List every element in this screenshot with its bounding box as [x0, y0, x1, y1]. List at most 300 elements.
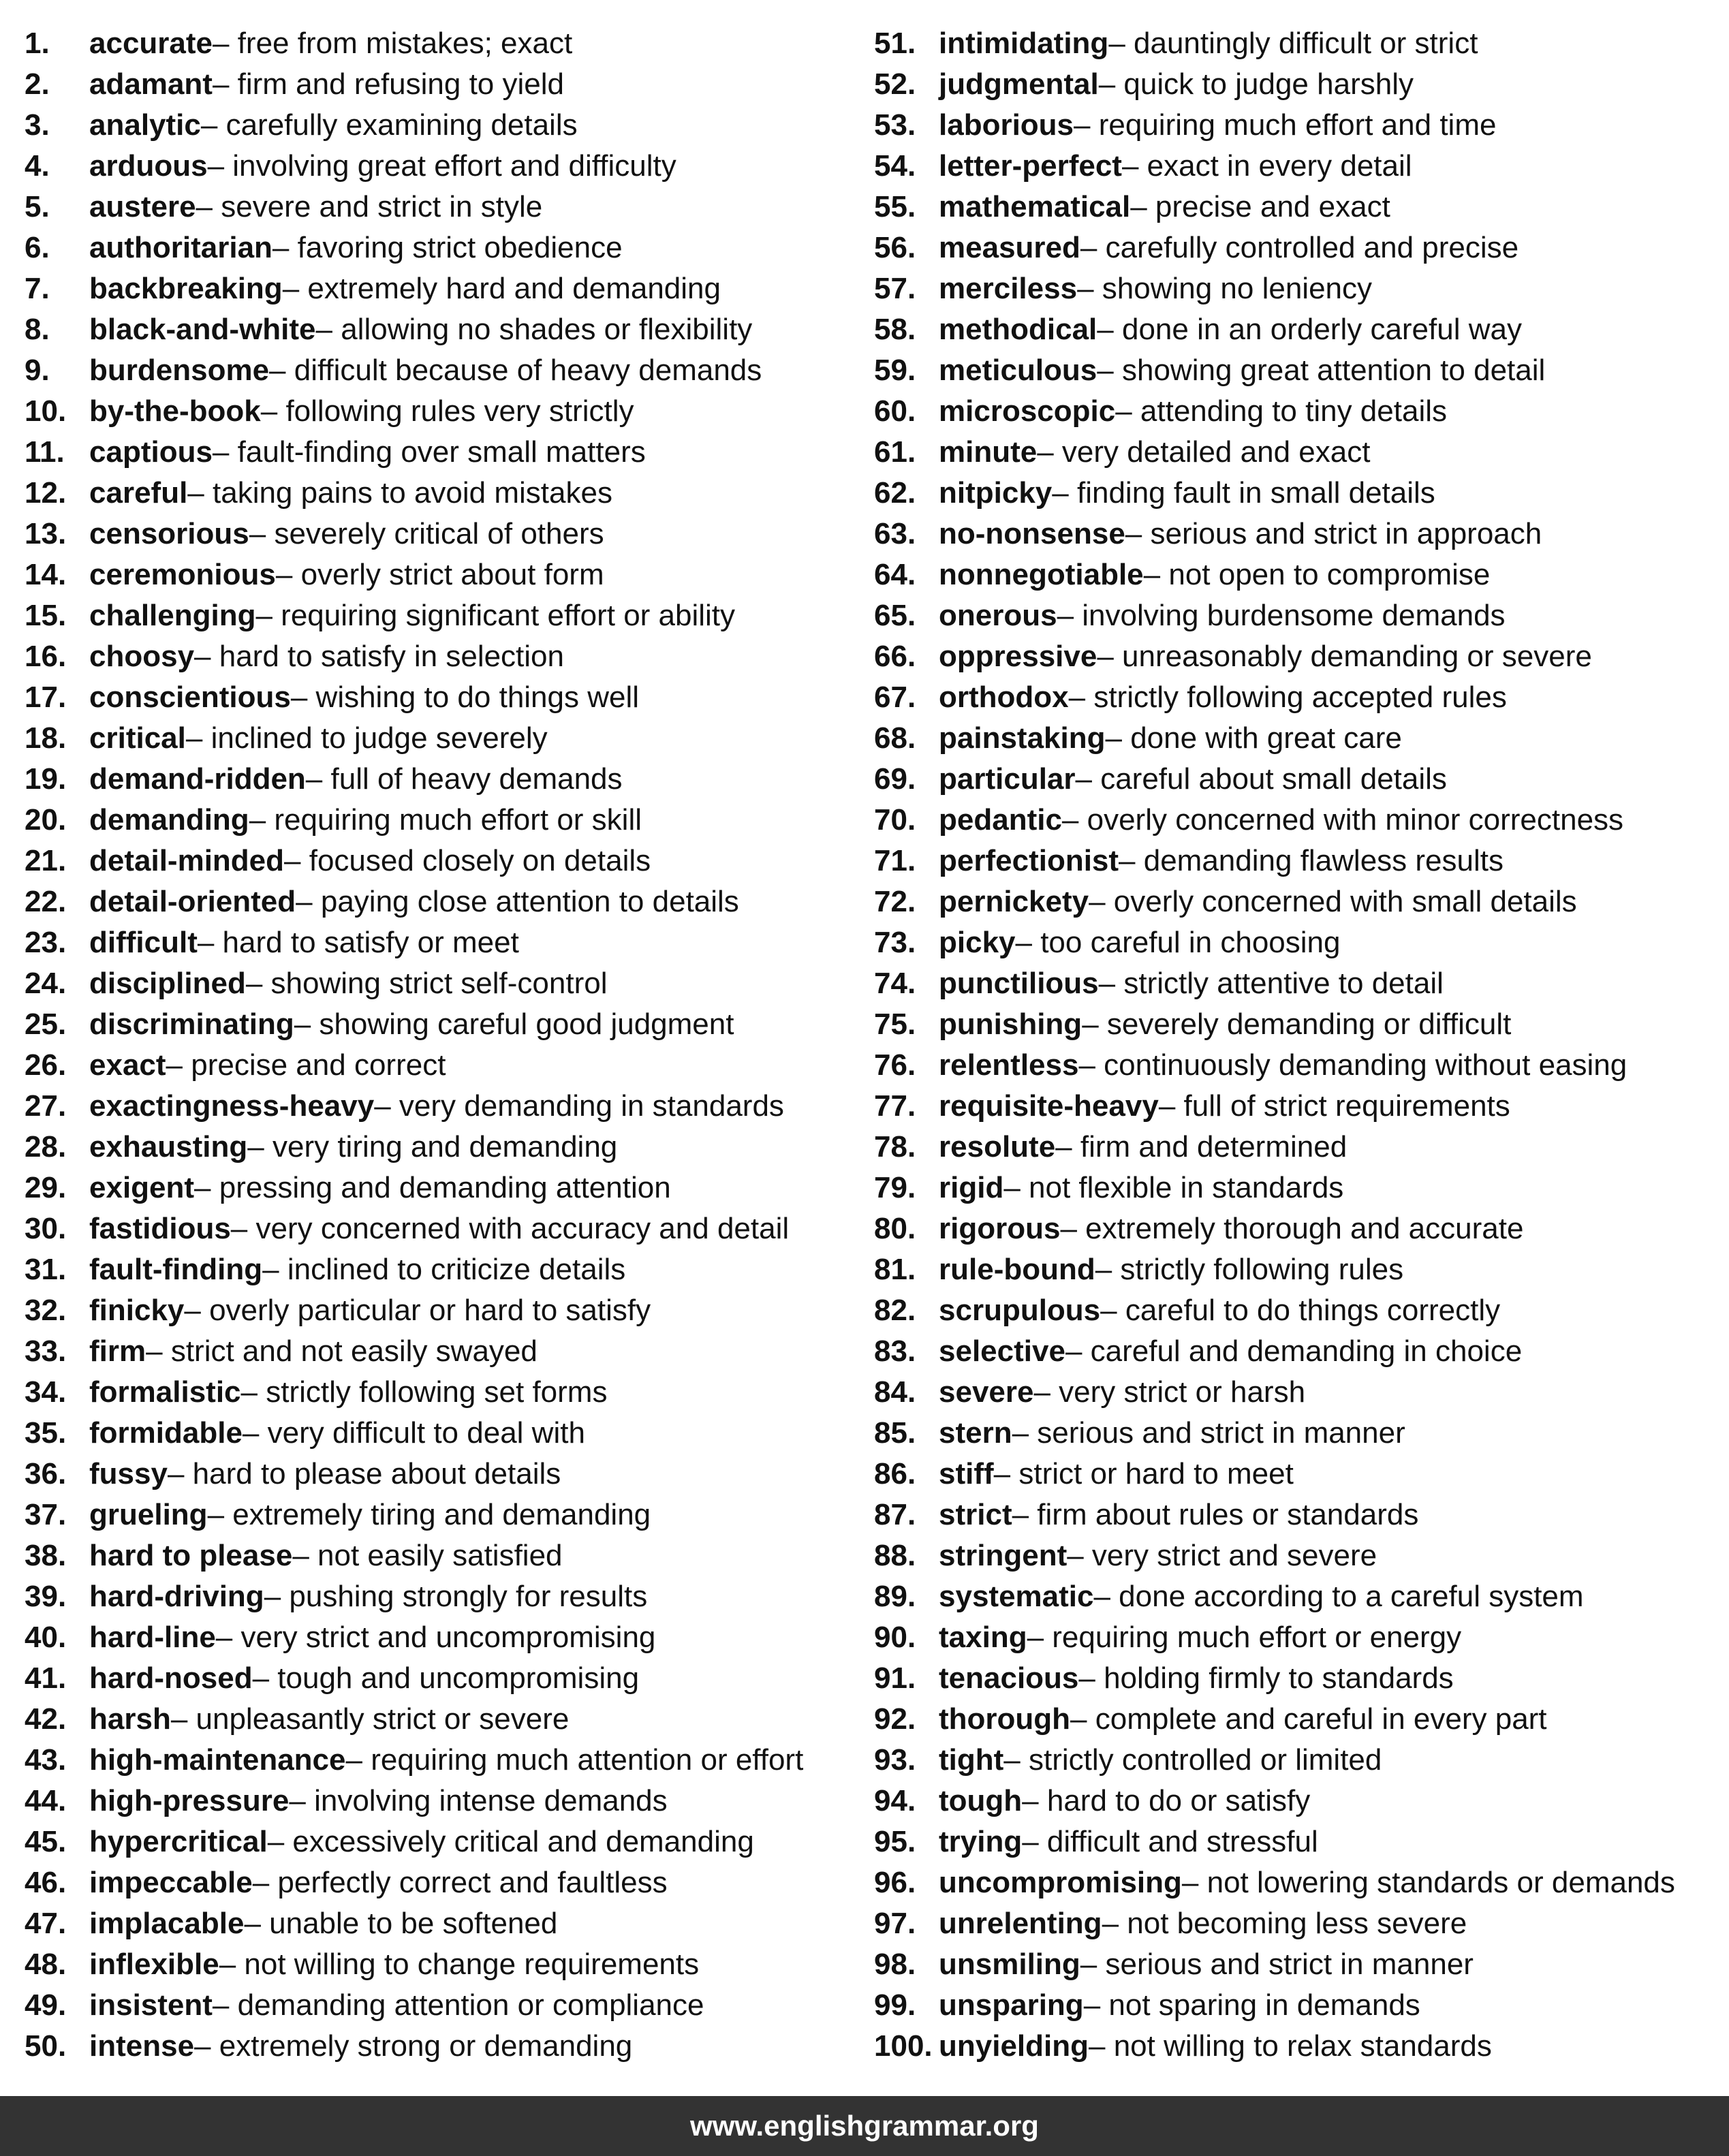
item-number: 22. [25, 885, 67, 918]
item-number: 95. [874, 1825, 916, 1858]
item-definition: – pushing strongly for results [264, 1580, 648, 1613]
item-word: exigent [89, 1171, 195, 1204]
item-definition: – inclined to judge severely [185, 721, 548, 755]
item-number: 79. [874, 1171, 916, 1204]
item-definition: – inclined to criticize details [262, 1253, 626, 1286]
item-definition: – extremely strong or demanding [194, 2029, 633, 2063]
item-word: intense [89, 2029, 195, 2063]
item-number: 31. [25, 1253, 67, 1286]
list-item [874, 187, 1719, 228]
item-definition: – precise and exact [1130, 190, 1390, 223]
item-word: nitpicky [939, 476, 1053, 510]
item-definition: – requiring much effort or energy [1027, 1621, 1462, 1654]
item-definition: – carefully controlled and precise [1080, 231, 1519, 264]
item-number: 71. [874, 844, 916, 877]
list-item [25, 1004, 862, 1045]
item-number: 35. [25, 1416, 67, 1450]
item-number: 75. [874, 1007, 916, 1041]
list-item [25, 1658, 862, 1699]
list-item [25, 759, 862, 800]
item-definition: – firm and determined [1055, 1130, 1348, 1163]
item-word: no-nonsense [939, 517, 1125, 550]
list-item [874, 963, 1719, 1004]
list-item [874, 1127, 1719, 1168]
item-definition: – following rules very strictly [260, 394, 634, 428]
list-item [874, 922, 1719, 963]
list-item [874, 1985, 1719, 2026]
list-item [25, 309, 862, 350]
item-definition: – finding fault in small details [1052, 476, 1435, 510]
item-number: 84. [874, 1375, 916, 1409]
list-item [25, 1781, 862, 1822]
item-number: 55. [874, 190, 916, 223]
item-number: 10. [25, 394, 67, 428]
item-word: tenacious [939, 1661, 1079, 1695]
item-definition: – strictly following set forms [240, 1375, 608, 1409]
item-word: hard-nosed [89, 1661, 253, 1695]
item-word: picky [939, 926, 1016, 959]
list-item [874, 759, 1719, 800]
item-word: austere [89, 190, 196, 223]
item-number: 13. [25, 517, 67, 550]
item-definition: – hard to please about details [167, 1457, 561, 1490]
item-definition: – fault-finding over small matters [212, 435, 646, 469]
item-word: laborious [939, 108, 1074, 142]
item-definition: – not easily satisfied [292, 1539, 563, 1572]
item-definition: – severely critical of others [249, 517, 604, 550]
item-number: 4. [25, 149, 50, 183]
list-item [874, 350, 1719, 391]
item-number: 18. [25, 721, 67, 755]
item-definition: – unable to be softened [244, 1907, 558, 1940]
item-word: choosy [89, 640, 195, 673]
list-item [874, 1903, 1719, 1944]
list-item [25, 841, 862, 881]
list-item [25, 64, 862, 105]
list-item [874, 64, 1719, 105]
item-number: 37. [25, 1498, 67, 1531]
list-item [25, 473, 862, 514]
item-definition: – not becoming less severe [1102, 1907, 1467, 1940]
list-item [874, 718, 1719, 759]
list-item [25, 1372, 862, 1413]
item-definition: – hard to do or satisfy [1022, 1784, 1311, 1817]
item-definition: – not willing to relax standards [1089, 2029, 1492, 2063]
item-word: nonnegotiable [939, 558, 1144, 591]
item-word: challenging [89, 599, 256, 632]
item-word: by-the-book [89, 394, 261, 428]
item-number: 3. [25, 108, 50, 142]
item-number: 99. [874, 1988, 916, 2022]
item-definition: – involving great effort and difficulty [207, 149, 676, 183]
item-number: 40. [25, 1621, 67, 1654]
item-word: implacable [89, 1907, 245, 1940]
item-number: 17. [25, 681, 67, 714]
item-word: firm [89, 1334, 146, 1368]
item-number: 16. [25, 640, 67, 673]
item-number: 70. [874, 803, 916, 837]
item-definition: – requiring significant effort or ability [255, 599, 736, 632]
item-word: ceremonious [89, 558, 276, 591]
item-word: selective [939, 1334, 1065, 1368]
item-number: 14. [25, 558, 67, 591]
list-item [25, 146, 862, 187]
list-item [874, 432, 1719, 473]
item-definition: – overly concerned with small details [1089, 885, 1577, 918]
item-definition: – overly particular or hard to satisfy [184, 1294, 651, 1327]
item-number: 30. [25, 1212, 67, 1245]
word-list-left-column [25, 23, 862, 2067]
item-word: detail-oriented [89, 885, 296, 918]
item-definition: – perfectly correct and faultless [252, 1866, 668, 1899]
list-item [25, 1168, 862, 1208]
item-definition: – very strict and uncompromising [215, 1621, 656, 1654]
word-list-right-column [874, 23, 1719, 2067]
item-definition: – precise and correct [166, 1048, 446, 1082]
item-word: punishing [939, 1007, 1082, 1041]
list-item [874, 1699, 1719, 1740]
item-definition: – firm about rules or standards [1012, 1498, 1419, 1531]
item-word: oppressive [939, 640, 1097, 673]
list-item [874, 391, 1719, 432]
list-item [25, 1576, 862, 1617]
item-number: 12. [25, 476, 67, 510]
item-definition: – strict or hard to meet [993, 1457, 1294, 1490]
item-number: 89. [874, 1580, 916, 1613]
item-number: 60. [874, 394, 916, 428]
list-item [25, 800, 862, 841]
item-number: 76. [874, 1048, 916, 1082]
item-word: stringent [939, 1539, 1068, 1572]
list-item [874, 1535, 1719, 1576]
item-definition: – demanding flawless results [1119, 844, 1504, 877]
item-word: demanding [89, 803, 249, 837]
item-number: 53. [874, 108, 916, 142]
item-definition: – strictly attentive to detail [1098, 967, 1444, 1000]
item-word: thorough [939, 1702, 1071, 1736]
item-number: 90. [874, 1621, 916, 1654]
item-definition: – exact in every detail [1121, 149, 1412, 183]
list-item [874, 1576, 1719, 1617]
item-number: 49. [25, 1988, 67, 2022]
item-word: hard to please [89, 1539, 293, 1572]
item-number: 48. [25, 1948, 67, 1981]
item-definition: – extremely hard and demanding [282, 272, 721, 305]
item-definition: – pressing and demanding attention [194, 1171, 671, 1204]
item-word: hard-line [89, 1621, 216, 1654]
item-word: rigorous [939, 1212, 1061, 1245]
item-word: careful [89, 476, 188, 510]
item-definition: – difficult and stressful [1022, 1825, 1318, 1858]
item-number: 45. [25, 1825, 67, 1858]
list-item [874, 228, 1719, 268]
item-number: 39. [25, 1580, 67, 1613]
item-word: backbreaking [89, 272, 283, 305]
item-definition: – firm and refusing to yield [212, 67, 564, 101]
item-definition: – serious and strict in manner [1080, 1948, 1474, 1981]
item-number: 33. [25, 1334, 67, 1368]
item-definition: – done according to a careful system [1093, 1580, 1584, 1613]
item-word: minute [939, 435, 1038, 469]
item-word: high-maintenance [89, 1743, 346, 1777]
item-word: formidable [89, 1416, 243, 1450]
item-word: relentless [939, 1048, 1079, 1082]
item-definition: – favoring strict obedience [272, 231, 623, 264]
item-word: tight [939, 1743, 1004, 1777]
item-word: rule-bound [939, 1253, 1095, 1286]
item-definition: – not open to compromise [1143, 558, 1491, 591]
item-word: stiff [939, 1457, 994, 1490]
list-item [25, 268, 862, 309]
item-number: 50. [25, 2029, 67, 2063]
item-definition: – done with great care [1105, 721, 1402, 755]
item-number: 24. [25, 967, 67, 1000]
item-definition: – done in an orderly careful way [1097, 313, 1522, 346]
list-item [25, 1535, 862, 1576]
item-definition: – excessively critical and demanding [267, 1825, 754, 1858]
item-word: rigid [939, 1171, 1004, 1204]
item-number: 29. [25, 1171, 67, 1204]
item-number: 82. [874, 1294, 916, 1327]
item-word: painstaking [939, 721, 1106, 755]
list-item [25, 1045, 862, 1086]
item-number: 63. [874, 517, 916, 550]
item-word: exact [89, 1048, 166, 1082]
item-definition: – carefully examining details [200, 108, 578, 142]
item-word: conscientious [89, 681, 291, 714]
item-definition: – difficult because of heavy demands [269, 354, 762, 387]
list-item [874, 1617, 1719, 1658]
item-number: 83. [874, 1334, 916, 1368]
item-word: burdensome [89, 354, 270, 387]
item-definition: – serious and strict in approach [1125, 517, 1542, 550]
item-definition: – not flexible in standards [1003, 1171, 1344, 1204]
item-number: 36. [25, 1457, 67, 1490]
item-definition: – hard to satisfy in selection [194, 640, 564, 673]
item-definition: – careful about small details [1075, 762, 1447, 796]
item-number: 58. [874, 313, 916, 346]
list-item [874, 1862, 1719, 1903]
item-word: impeccable [89, 1866, 253, 1899]
item-definition: – hard to satisfy or meet [197, 926, 519, 959]
footer-website-link[interactable]: www.englishgrammar.org [690, 2110, 1039, 2142]
list-item [874, 105, 1719, 146]
item-definition: – very strict and severe [1067, 1539, 1377, 1572]
item-number: 59. [874, 354, 916, 387]
item-definition: – very concerned with accuracy and detail [230, 1212, 790, 1245]
item-definition: – very demanding in standards [374, 1089, 784, 1123]
list-item [25, 1127, 862, 1168]
item-word: tough [939, 1784, 1023, 1817]
item-number: 91. [874, 1661, 916, 1695]
item-word: strict [939, 1498, 1012, 1531]
item-number: 62. [874, 476, 916, 510]
item-definition: – involving burdensome demands [1057, 599, 1506, 632]
item-number: 2. [25, 67, 50, 101]
item-definition: – careful and demanding in choice [1065, 1334, 1523, 1368]
list-item [874, 1208, 1719, 1249]
item-definition: – strictly controlled or limited [1003, 1743, 1382, 1777]
item-word: systematic [939, 1580, 1094, 1613]
list-item [25, 187, 862, 228]
item-word: merciless [939, 272, 1078, 305]
item-number: 61. [874, 435, 916, 469]
list-item [25, 718, 862, 759]
item-definition: – very tiring and demanding [247, 1130, 618, 1163]
item-definition: – dauntingly difficult or strict [1108, 27, 1478, 60]
item-definition: – extremely thorough and accurate [1060, 1212, 1524, 1245]
list-item [25, 1249, 862, 1290]
list-item [874, 309, 1719, 350]
item-definition: – showing strict self-control [245, 967, 608, 1000]
item-word: harsh [89, 1702, 171, 1736]
list-item [874, 1740, 1719, 1781]
item-number: 8. [25, 313, 50, 346]
list-item [874, 800, 1719, 841]
item-number: 56. [874, 231, 916, 264]
list-item [874, 23, 1719, 64]
item-number: 5. [25, 190, 50, 223]
item-number: 23. [25, 926, 67, 959]
item-number: 64. [874, 558, 916, 591]
list-item [874, 1454, 1719, 1495]
item-definition: – serious and strict in manner [1012, 1416, 1405, 1450]
list-item [874, 514, 1719, 554]
item-word: unsparing [939, 1988, 1084, 2022]
item-number: 44. [25, 1784, 67, 1817]
list-item [874, 677, 1719, 718]
list-item [25, 881, 862, 922]
item-definition: – complete and careful in every part [1070, 1702, 1547, 1736]
item-definition: – very detailed and exact [1037, 435, 1371, 469]
footer-bar [0, 2096, 1729, 2156]
item-definition: – severe and strict in style [196, 190, 543, 223]
item-word: detail-minded [89, 844, 285, 877]
item-definition: – paying close attention to details [296, 885, 739, 918]
list-item [25, 1290, 862, 1331]
list-item [25, 432, 862, 473]
item-definition: – continuously demanding without easing [1078, 1048, 1627, 1082]
item-word: pedantic [939, 803, 1062, 837]
item-number: 78. [874, 1130, 916, 1163]
list-item [874, 2026, 1719, 2067]
list-item [25, 963, 862, 1004]
item-definition: – overly strict about form [275, 558, 604, 591]
list-item [874, 1249, 1719, 1290]
item-number: 97. [874, 1907, 916, 1940]
item-definition: – very difficult to deal with [242, 1416, 585, 1450]
item-number: 72. [874, 885, 916, 918]
list-item [874, 841, 1719, 881]
item-number: 32. [25, 1294, 67, 1327]
list-item [25, 1617, 862, 1658]
list-item [25, 23, 862, 64]
item-number: 38. [25, 1539, 67, 1572]
item-word: unyielding [939, 2029, 1089, 2063]
list-item [874, 1290, 1719, 1331]
item-number: 66. [874, 640, 916, 673]
item-number: 27. [25, 1089, 67, 1123]
item-word: requisite-heavy [939, 1089, 1159, 1123]
item-number: 11. [25, 435, 65, 469]
item-word: punctilious [939, 967, 1099, 1000]
item-definition: – severely demanding or difficult [1082, 1007, 1512, 1041]
item-word: finicky [89, 1294, 185, 1327]
item-word: letter-perfect [939, 149, 1122, 183]
item-definition: – showing careful good judgment [294, 1007, 734, 1041]
item-number: 41. [25, 1661, 67, 1695]
item-number: 86. [874, 1457, 916, 1490]
list-item [874, 1822, 1719, 1862]
list-item [874, 1168, 1719, 1208]
item-number: 6. [25, 231, 50, 264]
list-item [874, 1331, 1719, 1372]
item-word: censorious [89, 517, 249, 550]
item-word: high-pressure [89, 1784, 290, 1817]
item-definition: – overly concerned with minor correctness [1061, 803, 1624, 837]
item-word: inflexible [89, 1948, 219, 1981]
list-item [874, 146, 1719, 187]
item-number: 85. [874, 1416, 916, 1450]
item-word: resolute [939, 1130, 1056, 1163]
item-definition: – showing great attention to detail [1097, 354, 1546, 387]
item-word: hard-driving [89, 1580, 264, 1613]
item-word: discriminating [89, 1007, 294, 1041]
item-definition: – wishing to do things well [290, 681, 640, 714]
item-number: 92. [874, 1702, 916, 1736]
list-item [874, 1086, 1719, 1127]
item-word: unsmiling [939, 1948, 1080, 1981]
item-number: 42. [25, 1702, 67, 1736]
item-definition: – full of heavy demands [305, 762, 623, 796]
item-word: insistent [89, 1988, 213, 2022]
item-number: 73. [874, 926, 916, 959]
item-number: 47. [25, 1907, 67, 1940]
item-number: 94. [874, 1784, 916, 1817]
item-number: 65. [874, 599, 916, 632]
item-number: 9. [25, 354, 50, 387]
item-word: onerous [939, 599, 1057, 632]
item-definition: – extremely tiring and demanding [207, 1498, 651, 1531]
item-word: fault-finding [89, 1253, 263, 1286]
item-definition: – demanding attention or compliance [212, 1988, 704, 2022]
list-item [874, 881, 1719, 922]
item-word: arduous [89, 149, 208, 183]
item-definition: – not willing to change requirements [219, 1948, 700, 1981]
list-item [874, 1004, 1719, 1045]
item-number: 46. [25, 1866, 67, 1899]
item-word: mathematical [939, 190, 1131, 223]
item-word: demand-ridden [89, 762, 306, 796]
item-word: taxing [939, 1621, 1027, 1654]
list-item [874, 1372, 1719, 1413]
list-item [874, 473, 1719, 514]
item-number: 52. [874, 67, 916, 101]
item-number: 93. [874, 1743, 916, 1777]
item-word: measured [939, 231, 1080, 264]
item-definition: – strict and not easily swayed [146, 1334, 538, 1368]
item-definition: – requiring much effort or skill [249, 803, 642, 837]
item-number: 34. [25, 1375, 67, 1409]
item-definition: – tough and uncompromising [252, 1661, 640, 1695]
item-number: 80. [874, 1212, 916, 1245]
item-number: 69. [874, 762, 916, 796]
item-word: pernickety [939, 885, 1089, 918]
item-definition: – focused closely on details [284, 844, 651, 877]
item-number: 98. [874, 1948, 916, 1981]
item-number: 25. [25, 1007, 67, 1041]
item-definition: – requiring much effort and time [1074, 108, 1497, 142]
